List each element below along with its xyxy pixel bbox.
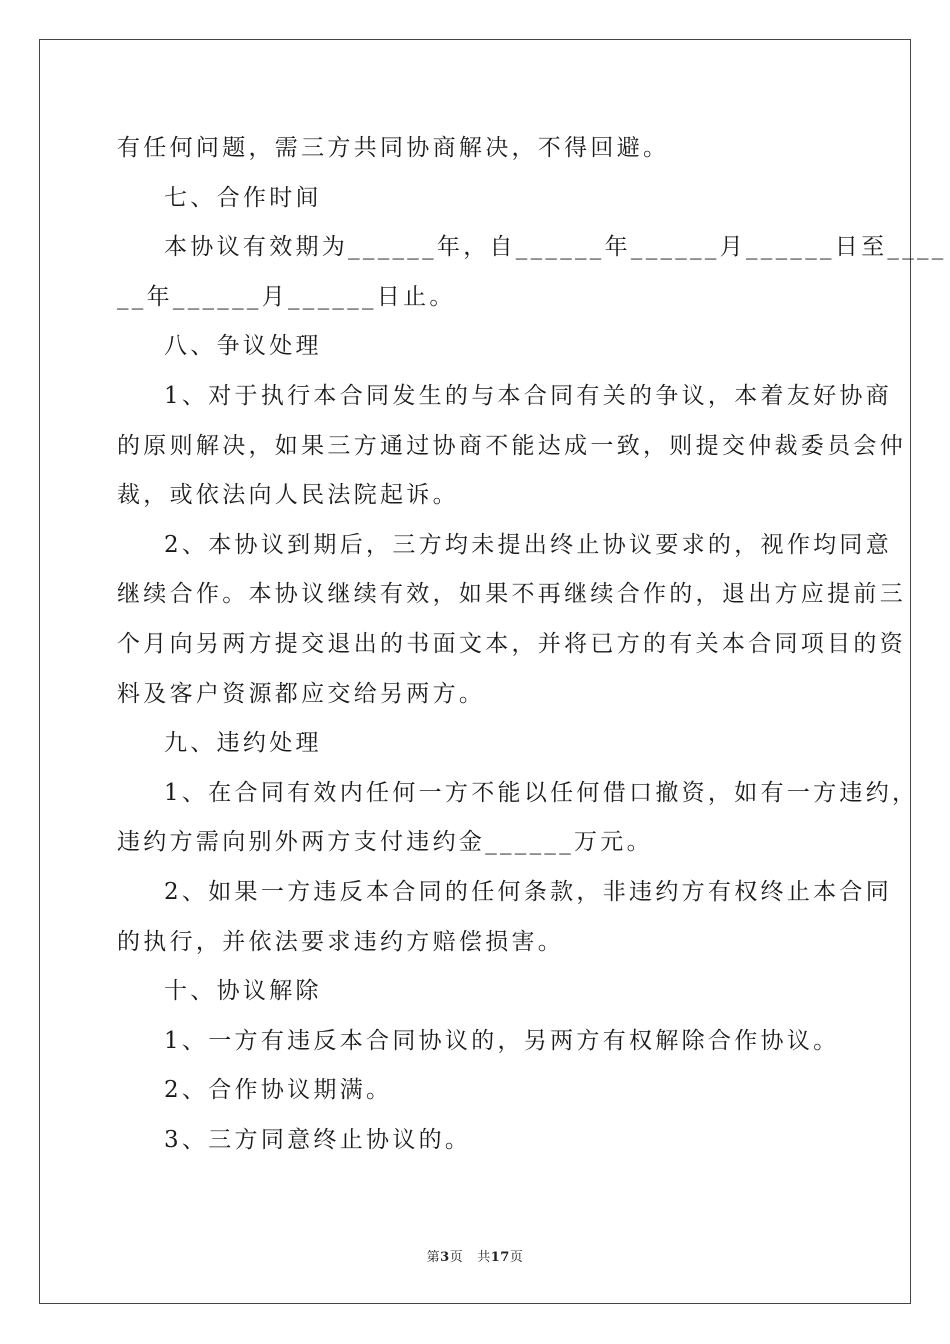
text-line: __年______月______日止。 <box>117 283 456 310</box>
text-line: 本协议有效期为______年，自______年______月______日至____ <box>164 234 947 261</box>
text-line: 八、争议处理 <box>164 333 322 360</box>
total-pages: 17 <box>490 1250 510 1265</box>
text-line: 的原则解决，如果三方通过协商不能达成一致，则提交仲裁委员会仲 <box>117 432 906 459</box>
text-line: 2、合作协议期满。 <box>164 1077 393 1104</box>
page-suffix: 页 <box>449 1250 464 1265</box>
text-line: 1、一方有违反本合同协议的，另两方有权解除合作协议。 <box>164 1027 840 1054</box>
text-line: 继续合作。本协议继续有效，如果不再继续合作的，退出方应提前三 <box>117 581 906 608</box>
text-line: 2、本协议到期后，三方均未提出终止协议要求的，视作均同意 <box>164 531 893 558</box>
text-line: 个月向另两方提交退出的书面文本，并将已方的有关本合同项目的资 <box>117 630 906 657</box>
total-suffix: 页 <box>509 1250 524 1265</box>
text-line: 料及客户资源都应交给另两方。 <box>117 680 486 707</box>
text-line: 1、在合同有效内任何一方不能以任何借口撤资，如有一方违约， <box>164 779 919 806</box>
text-line: 有任何问题，需三方共同协商解决，不得回避。 <box>117 135 670 161</box>
text-line: 九、违约处理 <box>164 730 322 757</box>
text-line: 2、如果一方违反本合同的任何条款，非违约方有权终止本合同 <box>164 878 893 905</box>
text-line: 裁，或依法向人民法院起诉。 <box>117 482 459 509</box>
page-number: 3 <box>440 1250 450 1265</box>
page-prefix: 第 <box>426 1250 441 1265</box>
page-footer <box>0 1246 950 1265</box>
total-prefix: 共 <box>477 1250 491 1265</box>
text-line: 3、三方同意终止协议的。 <box>164 1126 472 1153</box>
text-line: 的执行，并依法要求违约方赔偿损害。 <box>117 928 565 955</box>
document-body <box>117 124 947 1165</box>
text-line: 十、协议解除 <box>164 978 322 1005</box>
text-line: 七、合作时间 <box>164 184 322 211</box>
text-line: 违约方需向别外两方支付违约金______万元。 <box>117 829 653 856</box>
text-line: 1、对于执行本合同发生的与本合同有关的争议，本着友好协商 <box>164 382 893 409</box>
